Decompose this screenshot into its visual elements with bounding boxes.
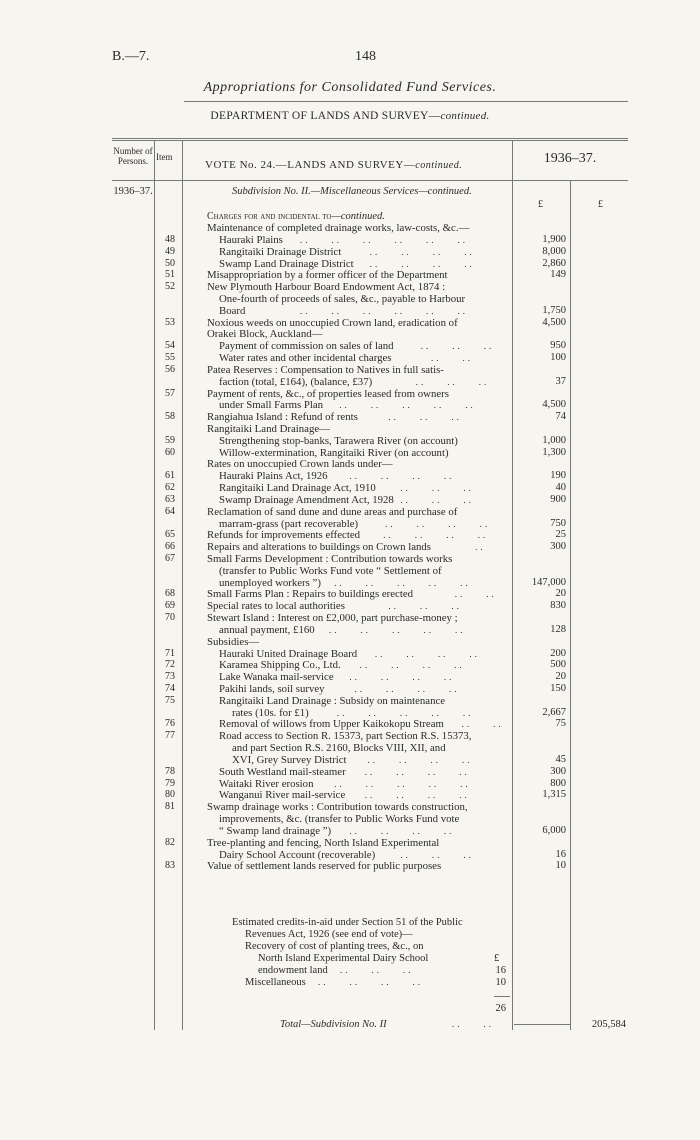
table-row bbox=[0, 730, 700, 742]
item-amount: 20 bbox=[555, 671, 566, 683]
item-number: 64 bbox=[165, 505, 175, 517]
item-amount: 950 bbox=[550, 340, 566, 352]
item-description: Dairy School Account (recoverable) bbox=[219, 848, 376, 861]
item-number: 56 bbox=[165, 363, 175, 375]
item-description: Payment of rents, &c., of properties leased from owners bbox=[207, 387, 449, 400]
total-dots: .. .. bbox=[452, 1019, 494, 1029]
item-amount: 1,900 bbox=[542, 233, 566, 245]
item-number: 54 bbox=[165, 340, 175, 352]
item-amount: 40 bbox=[555, 482, 566, 493]
item-amount: 37 bbox=[555, 375, 566, 387]
leader-dots: .. .. bbox=[454, 589, 497, 600]
item-amount: 20 bbox=[555, 588, 566, 600]
item-description: Rangitaiki Land Drainage Act, 1910 bbox=[219, 482, 376, 494]
table-row bbox=[0, 789, 700, 801]
department-title bbox=[0, 110, 700, 122]
appropriations-title: Appropriations for Consolidated Fund Services. bbox=[203, 80, 497, 95]
credits-sum-rule bbox=[494, 996, 510, 997]
table-row bbox=[0, 258, 700, 270]
table-row bbox=[0, 707, 700, 719]
table-row bbox=[0, 222, 700, 234]
item-number: 76 bbox=[165, 718, 175, 730]
item-amount: 300 bbox=[550, 541, 566, 553]
item-number: 57 bbox=[165, 387, 175, 399]
table-row bbox=[0, 754, 700, 766]
table-row bbox=[0, 837, 700, 849]
leader-dots: .. .. .. bbox=[400, 483, 474, 493]
item-amount: 8,000 bbox=[542, 245, 566, 257]
leader-dots: .. .. .. .. bbox=[349, 672, 455, 683]
item-description: Patea Reserves : Compensation to Natives in full satis- bbox=[207, 363, 444, 376]
item-description: Swamp drainage works : Contribution towards construction, bbox=[207, 801, 468, 814]
item-number: 79 bbox=[165, 777, 175, 789]
item-description: Rangitaiki Land Drainage : Subsidy on maintenance bbox=[219, 694, 446, 707]
item-description: “ Swamp land drainage ”) bbox=[219, 824, 332, 837]
item-description: One-fourth of proceeds of sales, &c., payable to Harbour bbox=[219, 292, 466, 305]
item-amount: 1,750 bbox=[542, 304, 566, 316]
page-reference: B.—7. bbox=[112, 49, 150, 64]
item-description: Swamp Land Drainage District bbox=[219, 257, 354, 270]
table-row bbox=[0, 860, 700, 872]
item-amount: 149 bbox=[550, 269, 566, 281]
item-number: 48 bbox=[165, 233, 175, 245]
item-description: Lake Wanaka mail-service bbox=[219, 671, 334, 684]
endowment-dots: .. .. .. bbox=[340, 965, 414, 975]
table-row bbox=[0, 388, 700, 400]
table-row bbox=[0, 305, 700, 317]
item-number: 71 bbox=[165, 647, 175, 659]
item-description: Rates on unoccupied Crown lands under— bbox=[207, 458, 393, 471]
item-amount: 45 bbox=[555, 753, 566, 765]
leader-dots: .. .. .. .. .. bbox=[336, 707, 474, 718]
table-row bbox=[0, 695, 700, 707]
leader-dots: .. .. .. .. bbox=[364, 790, 470, 801]
table-row bbox=[0, 553, 700, 565]
charges-continued: —continued. bbox=[331, 211, 385, 222]
item-amount: 750 bbox=[550, 517, 566, 529]
recovery-line-2: North Island Experimental Dairy School bbox=[258, 953, 429, 964]
table-row bbox=[0, 506, 700, 518]
item-description: Subsidies— bbox=[207, 635, 260, 648]
miscellaneous-amount: 10 bbox=[495, 977, 506, 988]
table-row bbox=[0, 328, 700, 340]
leader-dots: .. .. .. .. .. bbox=[329, 624, 466, 635]
department-name: DEPARTMENT OF LANDS AND SURVEY— bbox=[210, 110, 441, 122]
item-description: XVI, Grey Survey District bbox=[232, 753, 347, 766]
header-bottom-rule bbox=[112, 180, 628, 181]
item-amount: 6,000 bbox=[542, 824, 566, 836]
table-row bbox=[0, 648, 700, 660]
credits-heading-cont: Revenues Act, 1926 (see end of vote)— bbox=[245, 929, 413, 940]
item-number: 67 bbox=[165, 553, 175, 564]
item-description: Value of settlement lands reserved for public purposes bbox=[207, 860, 442, 873]
number-of-persons-header: Number of Persons. bbox=[113, 146, 153, 166]
item-description: Rangitaiki Drainage District bbox=[219, 245, 342, 258]
leader-dots: .. .. .. bbox=[400, 849, 474, 860]
page-number: 148 bbox=[355, 49, 376, 64]
item-amount: 830 bbox=[550, 600, 566, 612]
item-number: 78 bbox=[165, 765, 175, 777]
credits-heading: Estimated credits-in-aid under Section 51 of the Public bbox=[232, 917, 463, 928]
table-row bbox=[0, 364, 700, 376]
item-number: 83 bbox=[165, 860, 175, 872]
item-description: marram-grass (part recoverable) bbox=[219, 517, 359, 530]
item-number: 74 bbox=[165, 683, 175, 694]
table-row bbox=[0, 411, 700, 423]
item-amount: 16 bbox=[555, 848, 566, 860]
leader-dots: .. .. .. .. bbox=[383, 530, 489, 541]
leader-dots: .. .. .. .. .. .. bbox=[300, 305, 468, 316]
leader-dots: .. .. .. .. .. bbox=[339, 400, 476, 411]
item-description: Board bbox=[219, 304, 246, 317]
table-row bbox=[0, 518, 700, 530]
table-row bbox=[0, 612, 700, 624]
leader-dots: .. .. .. .. .. .. bbox=[300, 234, 468, 245]
item-amount: 300 bbox=[550, 765, 566, 777]
item-number: 80 bbox=[165, 789, 175, 801]
table-row bbox=[0, 269, 700, 281]
table-row bbox=[0, 340, 700, 352]
table-row bbox=[0, 577, 700, 589]
table-row bbox=[0, 778, 700, 790]
table-row bbox=[0, 293, 700, 305]
leader-dots: .. .. .. .. bbox=[369, 258, 475, 269]
item-description: Rangitaiki Land Drainage— bbox=[207, 422, 330, 435]
item-amount: 900 bbox=[550, 493, 566, 505]
vote-name: VOTE No. 24.—LANDS AND SURVEY— bbox=[205, 159, 416, 171]
item-number: 60 bbox=[165, 446, 175, 458]
table-row bbox=[0, 671, 700, 683]
item-number: 82 bbox=[165, 836, 175, 848]
table-row bbox=[0, 813, 700, 825]
table-row bbox=[0, 659, 700, 671]
leader-dots: .. .. .. .. bbox=[369, 246, 475, 257]
table-row bbox=[0, 234, 700, 246]
recovery-line-1: Recovery of cost of planting trees, &c., on bbox=[245, 941, 424, 952]
item-description: Water rates and other incidental charges bbox=[219, 352, 392, 364]
table-row bbox=[0, 742, 700, 754]
item-number: 69 bbox=[165, 600, 175, 612]
item-description: Strengthening stop-banks, Tarawera River (on account) bbox=[219, 434, 458, 447]
leader-dots: .. .. .. .. bbox=[349, 471, 455, 482]
pound-sign-col1: £ bbox=[538, 199, 543, 210]
year-label: 1936–37. bbox=[113, 186, 153, 197]
item-description: Hauraki Plains bbox=[219, 233, 283, 246]
item-description: Hauraki United Drainage Board bbox=[219, 647, 358, 660]
leader-dots: .. .. .. .. .. bbox=[334, 778, 471, 789]
leader-dots: .. .. .. .. bbox=[367, 754, 473, 765]
item-number: 49 bbox=[165, 245, 175, 257]
item-description: Payment of commission on sales of land bbox=[219, 340, 394, 353]
item-number: 50 bbox=[165, 257, 175, 269]
item-description: Road access to Section R. 15373, part Section R.S. 15373, bbox=[219, 730, 472, 743]
credits-total: 26 bbox=[495, 1003, 506, 1014]
item-description: Tree-planting and fencing, North Island Experimental bbox=[207, 836, 440, 849]
item-amount: 1,315 bbox=[542, 789, 566, 801]
department-continued: continued. bbox=[440, 110, 490, 122]
item-number: 81 bbox=[165, 801, 175, 813]
table-row bbox=[0, 600, 700, 612]
miscellaneous-dots: .. .. .. .. bbox=[318, 977, 423, 987]
item-description: Small Farms Plan : Repairs to buildings erected bbox=[207, 588, 414, 601]
item-description: rates (10s. for £1) bbox=[232, 706, 309, 719]
item-number: 59 bbox=[165, 434, 175, 446]
item-amount: 190 bbox=[550, 470, 566, 482]
item-number: 70 bbox=[165, 612, 175, 624]
item-description: Maintenance of completed drainage works, law-costs, &c.— bbox=[207, 222, 470, 234]
leader-dots: .. .. .. .. bbox=[385, 518, 491, 529]
item-description: annual payment, £160 bbox=[219, 623, 315, 636]
item-description: improvements, &c. (transfer to Public Works Fund vote bbox=[219, 813, 460, 825]
item-number: 51 bbox=[165, 269, 175, 281]
header-rule bbox=[184, 101, 628, 102]
table-row bbox=[0, 376, 700, 388]
table-row bbox=[0, 718, 700, 730]
vote-title bbox=[205, 159, 462, 171]
total-rule bbox=[514, 1024, 570, 1025]
item-amount: 200 bbox=[550, 647, 566, 659]
leader-dots: .. .. .. bbox=[415, 376, 490, 387]
item-description: Removal of willows from Upper Kaikokopu Stream bbox=[219, 718, 444, 731]
leader-dots: .. .. .. .. bbox=[359, 660, 465, 671]
miscellaneous-label: Miscellaneous bbox=[245, 977, 306, 988]
endowment-land-label: endowment land bbox=[258, 965, 328, 976]
item-number: 58 bbox=[165, 411, 175, 423]
item-number: 62 bbox=[165, 482, 175, 493]
leader-dots: .. .. .. bbox=[388, 412, 462, 423]
item-description: Waitaki River erosion bbox=[219, 777, 314, 790]
table-row bbox=[0, 435, 700, 447]
pound-sign-col2: £ bbox=[598, 199, 603, 210]
item-number: 68 bbox=[165, 588, 175, 600]
item-description: Karamea Shipping Co., Ltd. bbox=[219, 659, 341, 672]
item-description: under Small Farms Plan bbox=[219, 399, 324, 412]
item-description: Hauraki Plains Act, 1926 bbox=[219, 470, 328, 483]
item-description: Swamp Drainage Amendment Act, 1928 bbox=[219, 493, 394, 506]
item-amount: 10 bbox=[555, 860, 566, 872]
table-row bbox=[0, 458, 700, 470]
item-number: 75 bbox=[165, 694, 175, 706]
table-row bbox=[0, 352, 700, 364]
item-description: faction (total, £164), (balance, £37) bbox=[219, 375, 373, 388]
leader-dots: .. .. .. .. bbox=[349, 825, 455, 836]
item-number: 61 bbox=[165, 470, 175, 482]
table-row bbox=[0, 447, 700, 459]
leader-dots: .. .. .. bbox=[420, 341, 495, 352]
item-description: Stewart Island : Interest on £2,000, part purchase-money ; bbox=[207, 612, 458, 625]
table-row bbox=[0, 423, 700, 435]
item-amount: 2,667 bbox=[542, 706, 566, 718]
leader-dots: .. .. bbox=[461, 719, 504, 730]
table-row bbox=[0, 541, 700, 553]
item-description: Small Farms Development : Contribution towards works bbox=[207, 553, 453, 565]
table-row bbox=[0, 825, 700, 837]
item-description: Repairs and alterations to buildings on Crown lands bbox=[207, 541, 432, 554]
item-amount: 4,500 bbox=[542, 399, 566, 411]
item-description: (transfer to Public Works Fund vote “ Settlement of bbox=[219, 564, 442, 577]
item-number: 53 bbox=[165, 316, 175, 328]
table-row bbox=[0, 529, 700, 541]
item-description: Pakihi lands, soil survey bbox=[219, 683, 325, 695]
item-header: Item bbox=[156, 152, 173, 162]
item-amount: 500 bbox=[550, 659, 566, 671]
table-row bbox=[0, 801, 700, 813]
item-number: 52 bbox=[165, 281, 175, 293]
subdivision-title: Subdivision No. II.—Miscellaneous Services—continued. bbox=[232, 186, 472, 197]
item-number: 63 bbox=[165, 493, 175, 505]
item-description: Reclamation of sand dune and dune areas and purchase of bbox=[207, 505, 458, 518]
item-amount: 1,000 bbox=[542, 434, 566, 446]
total-amount: 205,584 bbox=[591, 1019, 626, 1030]
table-row bbox=[0, 494, 700, 506]
charges-heading bbox=[207, 211, 385, 222]
table-row bbox=[0, 482, 700, 494]
table-row bbox=[0, 588, 700, 600]
year-header: 1936–37. bbox=[543, 151, 597, 166]
item-amount: 4,500 bbox=[542, 316, 566, 328]
item-description: Special rates to local authorities bbox=[207, 600, 345, 613]
item-number: 65 bbox=[165, 529, 175, 541]
item-description: South Westland mail-steamer bbox=[219, 765, 346, 778]
table-row bbox=[0, 849, 700, 861]
item-description: Orakei Block, Auckland— bbox=[207, 328, 323, 341]
item-amount: 1,300 bbox=[542, 446, 566, 458]
table-top-rule bbox=[112, 138, 628, 139]
leader-dots: .. bbox=[475, 542, 486, 553]
table-row bbox=[0, 766, 700, 778]
item-amount: 128 bbox=[550, 623, 566, 635]
table-row bbox=[0, 470, 700, 482]
item-number: 72 bbox=[165, 659, 175, 671]
leader-dots: .. .. .. .. bbox=[374, 648, 480, 659]
item-description: unemployed workers ”) bbox=[219, 576, 321, 589]
table-row bbox=[0, 399, 700, 411]
item-amount: 147,000 bbox=[531, 576, 566, 588]
table-row bbox=[0, 281, 700, 293]
table-top-rule-2 bbox=[112, 140, 628, 141]
item-number: 66 bbox=[165, 541, 175, 553]
leader-dots: .. .. .. .. .. bbox=[334, 577, 471, 588]
item-description: Misappropriation by a former officer of the Department bbox=[207, 269, 448, 282]
table-row bbox=[0, 624, 700, 636]
credits-pound-sign: £ bbox=[494, 953, 500, 964]
leader-dots: .. .. .. .. bbox=[354, 684, 460, 694]
item-description: Noxious weeds on unoccupied Crown land, eradication of bbox=[207, 316, 458, 329]
item-amount: 74 bbox=[555, 411, 566, 423]
leader-dots: .. .. .. .. bbox=[364, 766, 470, 777]
table-row bbox=[0, 565, 700, 577]
item-description: and part Section R.S. 2160, Blocks VIII, XII, and bbox=[232, 742, 446, 755]
leader-dots: .. .. .. bbox=[400, 494, 474, 505]
item-amount: 2,860 bbox=[542, 257, 566, 269]
item-number: 77 bbox=[165, 730, 175, 742]
table-row bbox=[0, 246, 700, 258]
item-description: New Plymouth Harbour Board Endowment Act, 1874 : bbox=[207, 281, 446, 294]
leader-dots: .. .. bbox=[431, 353, 473, 363]
table-row bbox=[0, 683, 700, 695]
item-amount: 150 bbox=[550, 683, 566, 694]
item-description: Rangiahua Island : Refund of rents bbox=[207, 411, 358, 424]
item-amount: 25 bbox=[555, 529, 566, 541]
item-amount: 75 bbox=[555, 718, 566, 730]
endowment-amount: 16 bbox=[495, 965, 506, 976]
table-row bbox=[0, 636, 700, 648]
total-label: Total—Subdivision No. II bbox=[280, 1019, 387, 1030]
vote-continued: continued. bbox=[415, 160, 463, 171]
leader-dots: .. .. .. bbox=[388, 601, 462, 612]
item-description: Willow-extermination, Rangitaiki River (on account) bbox=[219, 446, 449, 459]
item-number: 55 bbox=[165, 352, 175, 363]
item-number: 73 bbox=[165, 671, 175, 683]
table-row bbox=[0, 317, 700, 329]
item-amount: 800 bbox=[550, 777, 566, 789]
charges-prefix: Charges for and incidental to bbox=[207, 211, 332, 222]
item-amount: 100 bbox=[550, 352, 566, 363]
item-description: Wanganui River mail-service bbox=[219, 789, 346, 802]
item-description: Refunds for improvements effected bbox=[207, 529, 361, 542]
